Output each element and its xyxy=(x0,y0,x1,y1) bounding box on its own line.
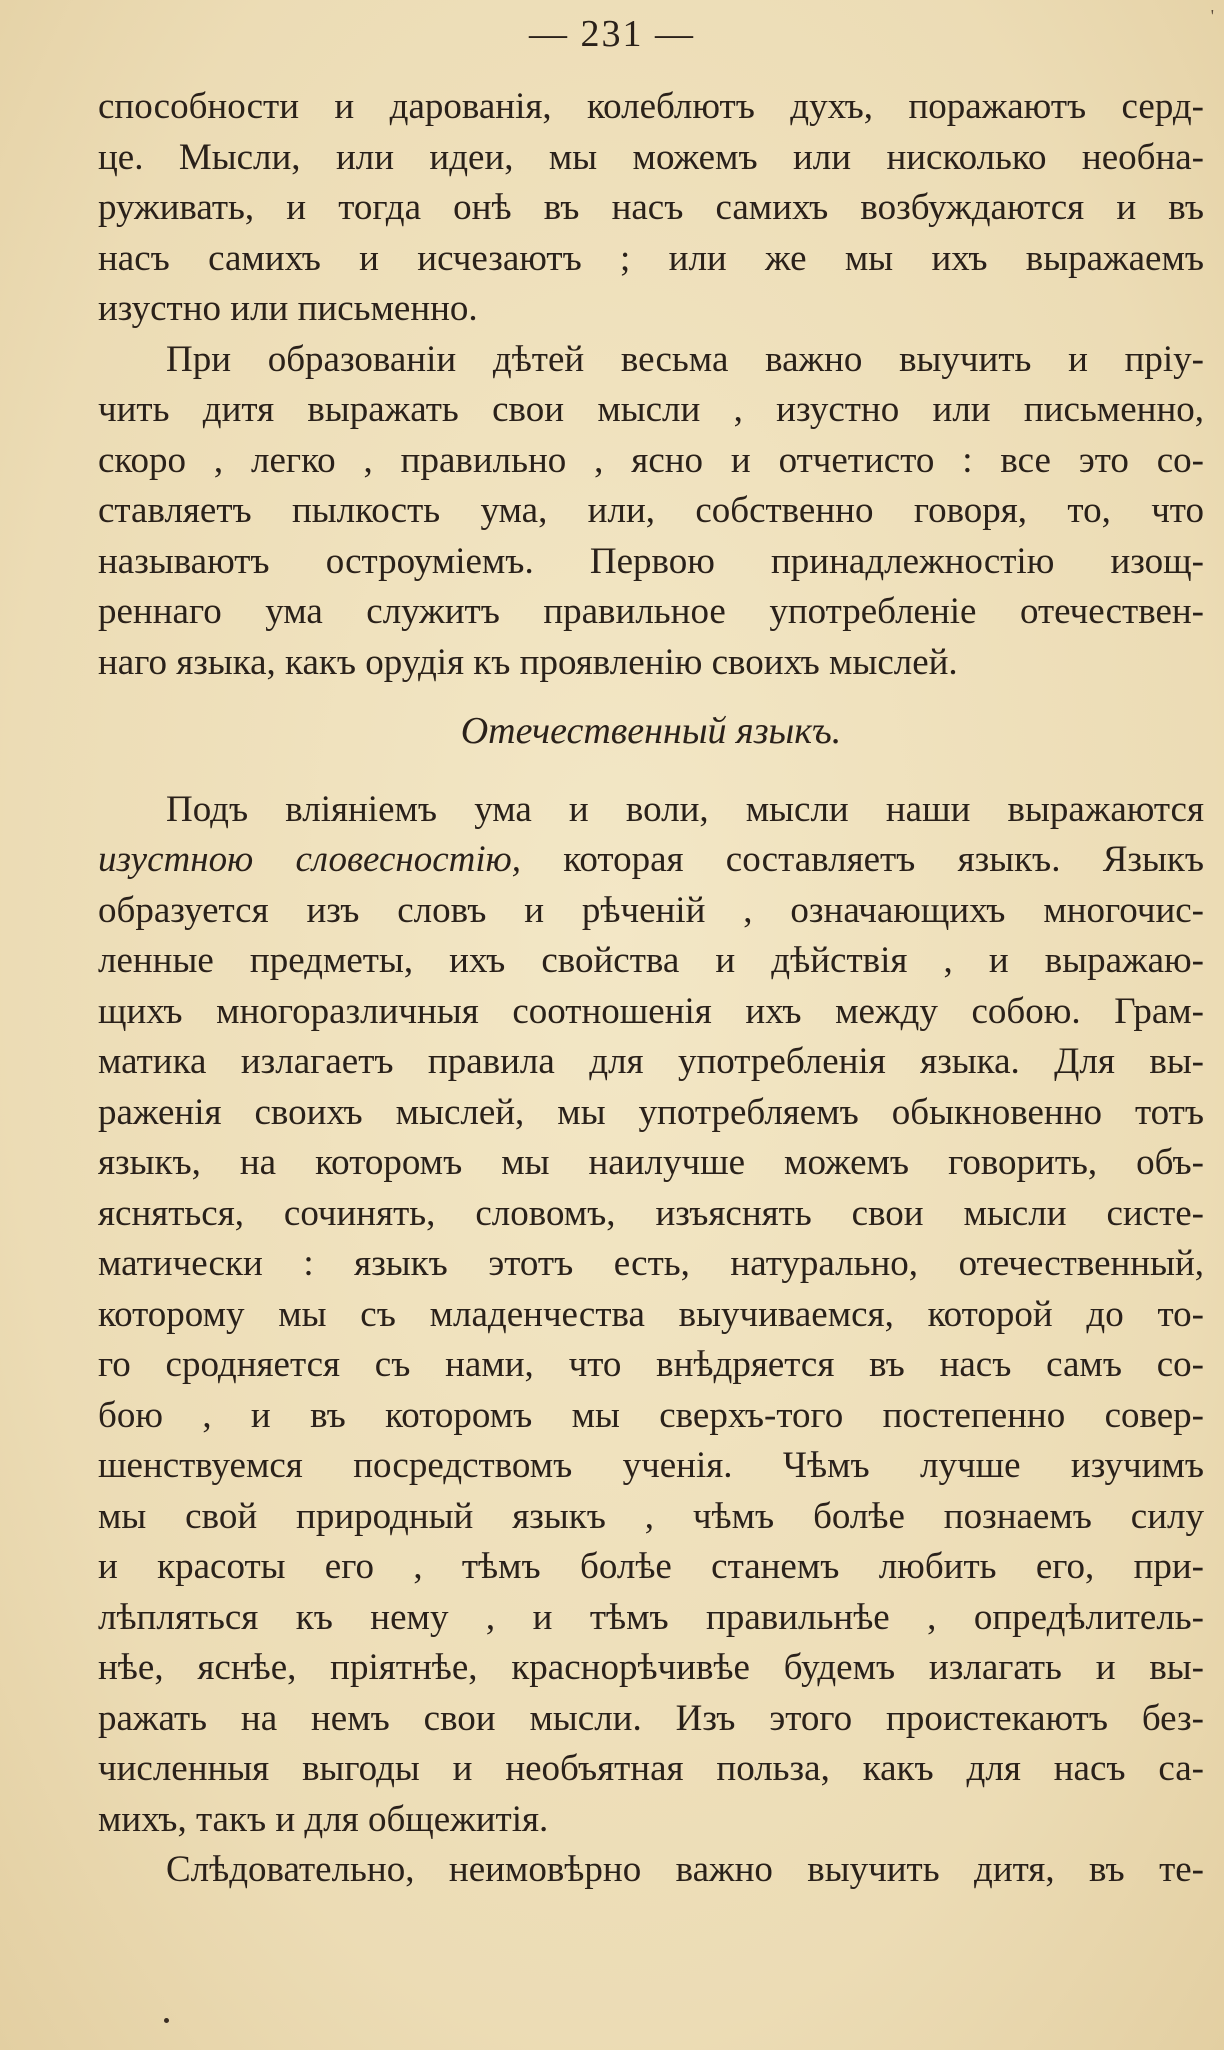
text-line: це. Мысли, или идеи, мы можемъ или нисколько необна- xyxy=(98,136,1204,178)
text-line: ленные предметы, ихъ свойства и дѣйствія , и выражаю- xyxy=(98,940,1204,981)
text-line: нѣе, яснѣе, пріятнѣе, краснорѣчивѣе будемъ излагать и вы- xyxy=(98,1647,1204,1688)
text-line: изустно или письменно. xyxy=(98,288,478,329)
text-line: способности и дарованія, колеблютъ духъ, поражаютъ серд- xyxy=(98,86,1204,127)
text-line: матика излагаетъ правила для употребленія языка. Для вы- xyxy=(98,1041,1204,1082)
text-line: реннаго ума служитъ правильное употребленіе отечествен- xyxy=(98,591,1204,632)
text-line: которому мы съ младенчества выучиваемся, которой до то- xyxy=(98,1293,1204,1335)
text-line: бою , и въ которомъ мы сверхъ-того постепенно совер- xyxy=(98,1394,1204,1436)
text-line: скоро , легко , правильно , ясно и отчетисто : все это со- xyxy=(98,439,1204,481)
text-line: мы свой природный языкъ , чѣмъ болѣе познаемъ силу xyxy=(98,1495,1204,1537)
text-line: ражать на немъ свои мысли. Изъ этого проистекаютъ без- xyxy=(98,1697,1204,1739)
body-text xyxy=(98,82,1204,1896)
text-line: раженія своихъ мыслей, мы употребляемъ обыкновенно тотъ xyxy=(98,1091,1204,1133)
text-line: щихъ многоразличныя соотношенія ихъ между собою. Грам- xyxy=(98,990,1204,1032)
text-line: чить дитя выражать свои мысли , изустно или письменно, xyxy=(98,389,1204,430)
text-line: ясняться, сочинять, словомъ, изъяснять свои мысли систе- xyxy=(98,1192,1204,1234)
text-line: При образованіи дѣтей весьма важно выучить и пріу- xyxy=(166,338,1204,380)
text-line: михъ, такъ и для общежитія. xyxy=(98,1798,549,1840)
ink-speck xyxy=(164,2018,169,2023)
text-line: языкъ, на которомъ мы наилучше можемъ говорить, объ- xyxy=(98,1142,1204,1183)
text-line: называютъ остроуміемъ. Первою принадлежностію изощ- xyxy=(98,540,1204,582)
text-line: лѣпляться къ нему , и тѣмъ правильнѣе , опредѣлитель- xyxy=(98,1596,1204,1638)
text-fragment: которая составляетъ языкъ. Языкъ xyxy=(521,839,1204,880)
text-line: образуется изъ словъ и рѣченій , означающихъ многочис- xyxy=(98,889,1204,931)
text-line: шенствуемся посредствомъ ученія. Чѣмъ лучше изучимъ xyxy=(98,1445,1204,1486)
text-line: ставляетъ пылкость ума, или, собственно говоря, то, что xyxy=(98,490,1204,531)
text-line: Подъ вліяніемъ ума и воли, мысли наши выражаются xyxy=(166,788,1204,830)
text-line: и красоты его , тѣмъ болѣе станемъ любить его, при- xyxy=(98,1546,1204,1587)
page-number: — 231 — xyxy=(529,13,695,55)
text-line: го сродняется съ нами, что внѣдряется въ насъ самъ со- xyxy=(98,1344,1204,1385)
text-line: насъ самихъ и исчезаютъ ; или же мы ихъ выражаемъ xyxy=(98,237,1204,279)
text-line: руживать, и тогда онѣ въ насъ самихъ возбуждаются и въ xyxy=(98,187,1204,228)
text-line: численныя выгоды и необъятная польза, какъ для насъ са- xyxy=(98,1748,1204,1789)
corner-mark: ' xyxy=(1210,6,1214,26)
text-line: Слѣдовательно, неимовѣрно важно выучить дитя, въ те- xyxy=(166,1849,1204,1890)
text-line: матически : языкъ этотъ есть, натурально, отечественный, xyxy=(98,1243,1204,1284)
text-line-mixed xyxy=(98,835,1204,886)
text-line: наго языка, какъ орудія къ проявленію своихъ мыслей. xyxy=(98,641,958,683)
section-heading: Отечественный языкъ. xyxy=(460,710,842,752)
italic-term: изустною словесностію, xyxy=(98,839,522,880)
